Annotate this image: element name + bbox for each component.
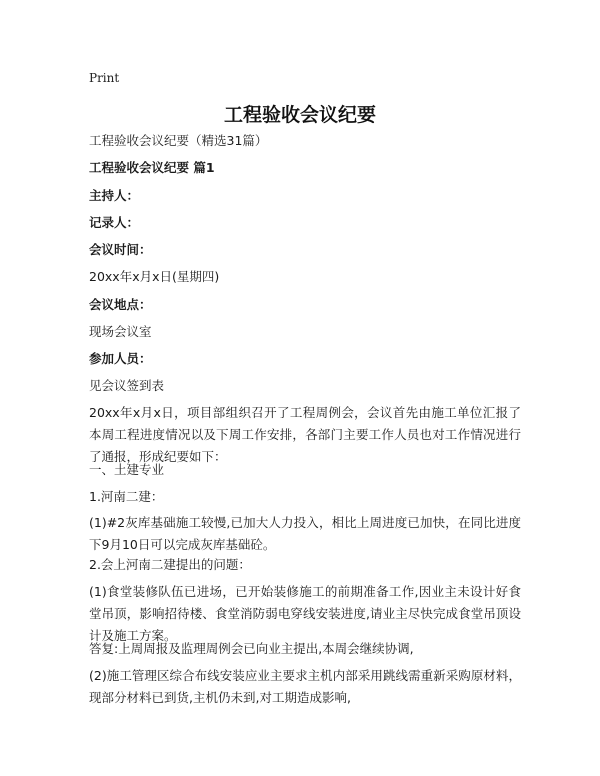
section-title: 工程验收会议纪要 篇1	[89, 160, 215, 175]
page-title: 工程验收会议纪要	[223, 104, 376, 126]
heading-civil: 一、土建专业	[89, 462, 165, 477]
host-label: 主持人：	[89, 188, 140, 203]
print-link[interactable]: Print	[89, 71, 120, 85]
henan2-paragraph-1: (1)#2灰库基础施工较慢,已加大人力投入，相比上周进度已加快，在同比进度下9月10日可以完成灰库基础砼。	[89, 515, 521, 552]
reply-paragraph: 答复:上周周报及监理周例会已向业主提出,本周会继续协调,	[89, 641, 414, 656]
place-value: 现场会议室	[89, 324, 152, 339]
item-issues: 2.会上河南二建提出的问题：	[89, 557, 251, 572]
recorder-label: 记录人：	[89, 215, 140, 230]
doc-subtitle: 工程验收会议纪要（精选31篇）	[89, 133, 268, 148]
time-value: 20xx年x月x日(星期四)	[89, 269, 220, 284]
place-label: 会议地点：	[89, 297, 152, 312]
intro-paragraph: 20xx年x月x日，项目部组织召开了工程周例会，会议首先由施工单位汇报了本周工程进度情况以及下周工作安排，各部门主要工作人员也对工作情况进行了通报，形成纪要如下：	[89, 405, 521, 464]
issue-paragraph-2: (2)施工管理区综合布线安装应业主要求主机内部采用跳线需重新采购原材料，现部分材料已到货,主机仍未到,对工期造成影响,	[89, 668, 521, 705]
time-label: 会议时间：	[89, 242, 152, 257]
attendees-label: 参加人员：	[89, 351, 152, 366]
issue-paragraph-1: (1)食堂装修队伍已进场，已开始装修施工的前期准备工作,因业主未设计好食堂吊顶，影响招待楼、食堂消防弱电穿线安装进度,请业主尽快完成食堂吊顶设计及施工方案。	[89, 584, 521, 643]
item-henan2: 1.河南二建：	[89, 489, 164, 504]
attendees-value: 见会议签到表	[89, 378, 165, 393]
